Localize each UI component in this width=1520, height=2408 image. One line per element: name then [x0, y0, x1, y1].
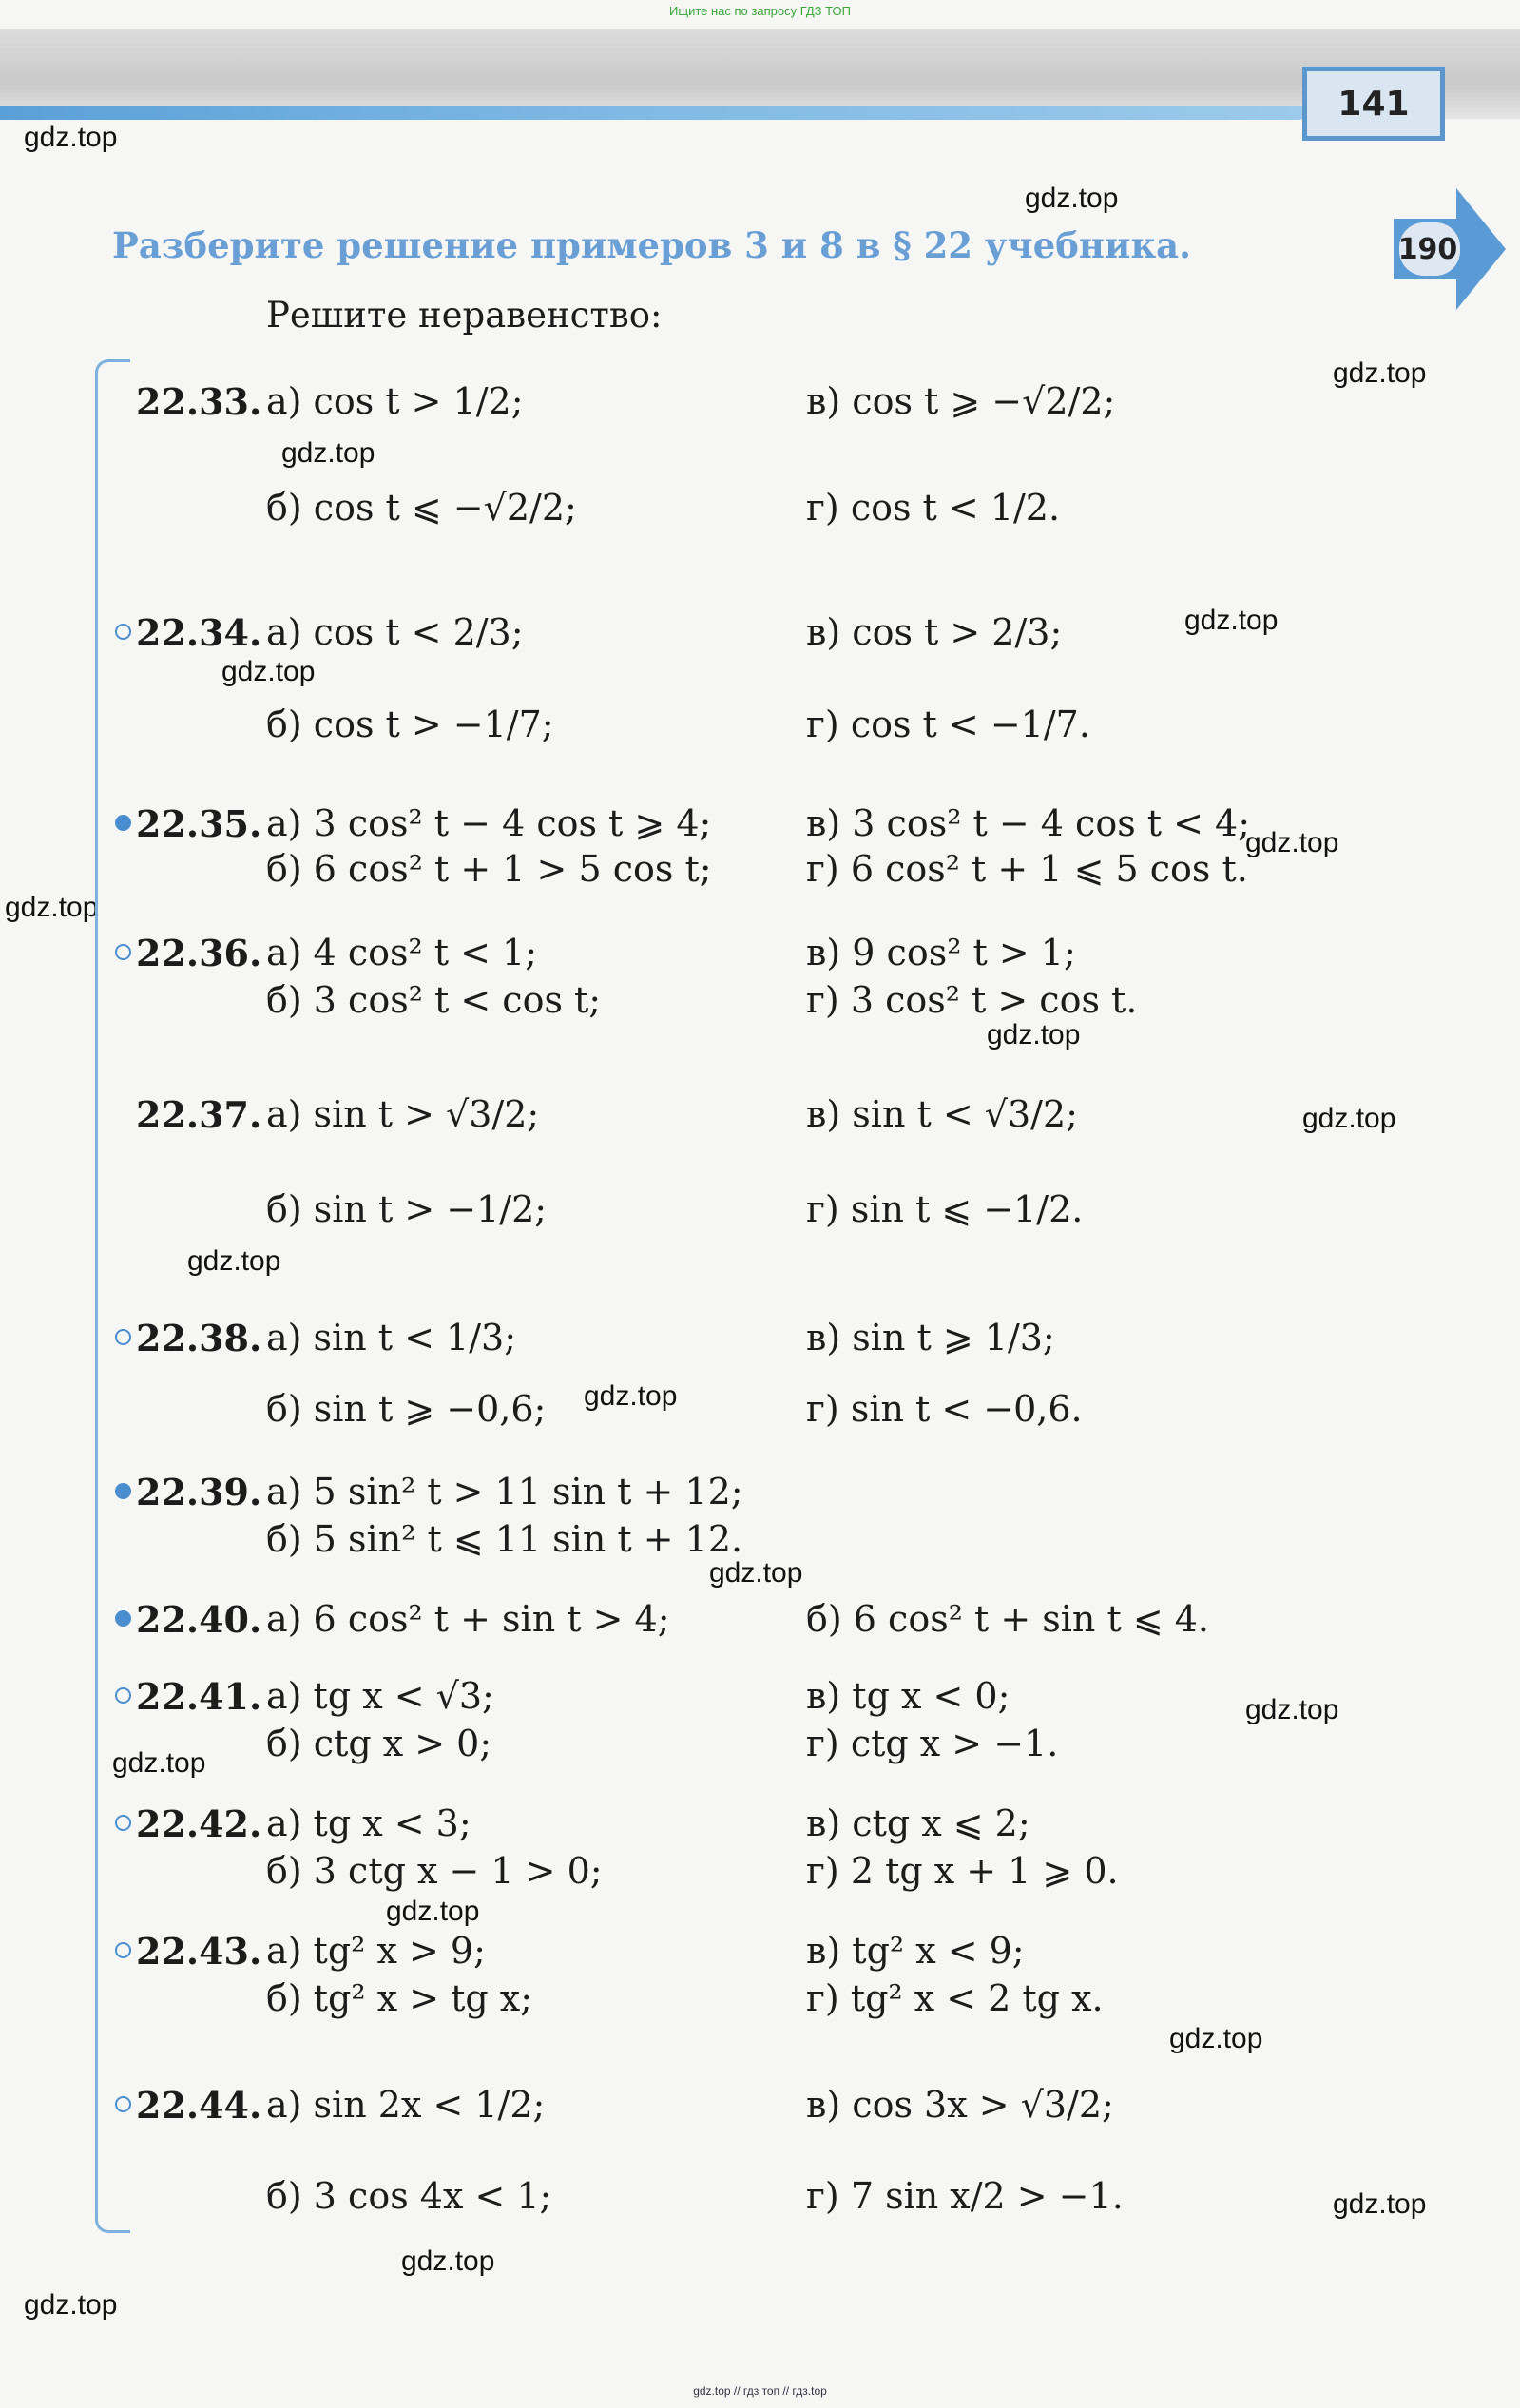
problem-item: б) 5 sin² t ⩽ 11 sin t + 12.: [266, 1518, 743, 1560]
problem-item: в) tg² x < 9;: [806, 1930, 1025, 1972]
problem-item: б) cos t ⩽ −√2/2;: [266, 487, 577, 529]
problem-number: 22.37.: [136, 1093, 262, 1136]
problem-item: г) cos t < 1/2.: [806, 487, 1061, 529]
problem-item: а) 6 cos² t + sin t > 4;: [266, 1598, 670, 1640]
watermark: gdz.top: [281, 437, 375, 469]
problem-item: в) 9 cos² t > 1;: [806, 932, 1076, 973]
problem-item: а) 5 sin² t > 11 sin t + 12;: [266, 1471, 743, 1512]
problem-item: в) 3 cos² t − 4 cos t < 4;: [806, 802, 1251, 844]
problem-item: в) sin t < √3/2;: [806, 1093, 1078, 1135]
problem-item: б) cos t > −1/7;: [266, 703, 554, 745]
bottom-note: gdz.top // гдз топ // гдз.top: [693, 2384, 827, 2398]
problem-number: 22.41.: [136, 1675, 262, 1718]
watermark: gdz.top: [112, 1747, 206, 1779]
problem-number: 22.36.: [136, 932, 262, 974]
problem-item: а) tg x < √3;: [266, 1675, 494, 1717]
problem-item: а) cos t < 2/3;: [266, 611, 524, 653]
difficulty-marker-open: [115, 1687, 131, 1704]
section-heading: Разберите решение примеров 3 и 8 в § 22 учебника.: [112, 224, 1192, 266]
problem-item: в) sin t ⩾ 1/3;: [806, 1317, 1055, 1358]
difficulty-marker-filled: [115, 1610, 131, 1627]
problem-item: б) sin t ⩾ −0,6;: [266, 1388, 547, 1430]
watermark: gdz.top: [987, 1019, 1081, 1050]
page-header-band: [0, 29, 1520, 119]
difficulty-marker-filled: [115, 815, 131, 831]
problem-item: б) sin t > −1/2;: [266, 1188, 548, 1230]
watermark: gdz.top: [187, 1245, 281, 1277]
top-note: Ищите нас по запросу ГДЗ ТОП: [669, 4, 851, 18]
watermark: gdz.top: [1302, 1103, 1396, 1134]
difficulty-marker-filled: [115, 1483, 131, 1499]
problem-item: б) 3 ctg x − 1 > 0;: [266, 1850, 603, 1892]
watermark: gdz.top: [1245, 827, 1339, 858]
problem-number: 22.35.: [136, 802, 262, 845]
problem-item: а) cos t > 1/2;: [266, 380, 524, 422]
problem-number: 22.42.: [136, 1802, 262, 1845]
problem-item: б) 3 cos² t < cos t;: [266, 979, 602, 1021]
problem-item: в) cos t > 2/3;: [806, 611, 1063, 653]
difficulty-marker-open: [115, 1815, 131, 1831]
problem-item: в) cos t ⩾ −√2/2;: [806, 380, 1116, 422]
watermark: gdz.top: [584, 1380, 678, 1412]
problem-item: б) 3 cos 4x < 1;: [266, 2175, 552, 2217]
header-stripe: [0, 106, 1312, 120]
difficulty-marker-open: [115, 1942, 131, 1958]
watermark: gdz.top: [221, 656, 316, 687]
problem-item: а) sin 2x < 1/2;: [266, 2084, 546, 2126]
problem-item: в) cos 3x > √3/2;: [806, 2084, 1114, 2126]
difficulty-marker-open: [115, 944, 131, 960]
difficulty-marker-open: [115, 2096, 131, 2112]
problem-item: а) sin t > √3/2;: [266, 1093, 540, 1135]
problem-item: г) tg² x < 2 tg x.: [806, 1977, 1104, 2019]
problem-item: г) sin t ⩽ −1/2.: [806, 1188, 1084, 1230]
problem-item: г) 6 cos² t + 1 ⩽ 5 cos t.: [806, 848, 1248, 890]
watermark: gdz.top: [709, 1557, 803, 1589]
watermark: gdz.top: [5, 892, 99, 923]
watermark: gdz.top: [1184, 605, 1279, 636]
watermark: gdz.top: [1025, 183, 1119, 214]
problem-item: г) 7 sin x/2 > −1.: [806, 2175, 1124, 2217]
page-number: 141: [1302, 67, 1445, 141]
watermark: gdz.top: [24, 2289, 118, 2321]
problem-item: а) 3 cos² t − 4 cos t ⩾ 4;: [266, 802, 712, 844]
problem-item: г) ctg x > −1.: [806, 1723, 1059, 1764]
problem-item: а) sin t < 1/3;: [266, 1317, 516, 1358]
problem-item: а) tg² x > 9;: [266, 1930, 486, 1972]
watermark: gdz.top: [401, 2245, 495, 2277]
watermark: gdz.top: [386, 1896, 480, 1927]
watermark: gdz.top: [1169, 2023, 1263, 2054]
reference-number: 190: [1397, 232, 1458, 266]
problem-item: б) 6 cos² t + sin t ⩽ 4.: [806, 1598, 1210, 1640]
problem-item: г) cos t < −1/7.: [806, 703, 1090, 745]
problem-item: а) tg x < 3;: [266, 1802, 471, 1844]
problem-item: в) tg x < 0;: [806, 1675, 1010, 1717]
problem-item: в) ctg x ⩽ 2;: [806, 1802, 1030, 1844]
problem-number: 22.44.: [136, 2084, 262, 2127]
instruction: Решите неравенство:: [266, 295, 663, 336]
problem-number: 22.43.: [136, 1930, 262, 1973]
watermark: gdz.top: [1333, 357, 1427, 389]
problem-number: 22.38.: [136, 1317, 262, 1359]
problem-item: а) 4 cos² t < 1;: [266, 932, 538, 973]
problem-item: б) 6 cos² t + 1 > 5 cos t;: [266, 848, 712, 890]
problem-number: 22.34.: [136, 611, 262, 654]
problem-item: г) 3 cos² t > cos t.: [806, 979, 1138, 1021]
problem-number: 22.39.: [136, 1471, 262, 1513]
difficulty-marker-open: [115, 1329, 131, 1345]
problem-number: 22.40.: [136, 1598, 262, 1641]
problem-item: б) tg² x > tg x;: [266, 1977, 533, 2019]
watermark: gdz.top: [1245, 1694, 1339, 1725]
watermark: gdz.top: [1333, 2188, 1427, 2220]
problem-number: 22.33.: [136, 380, 262, 423]
problem-item: г) sin t < −0,6.: [806, 1388, 1083, 1430]
difficulty-marker-open: [115, 624, 131, 640]
problem-item: б) ctg x > 0;: [266, 1723, 492, 1764]
watermark: gdz.top: [24, 122, 118, 153]
problem-item: г) 2 tg x + 1 ⩾ 0.: [806, 1850, 1119, 1892]
